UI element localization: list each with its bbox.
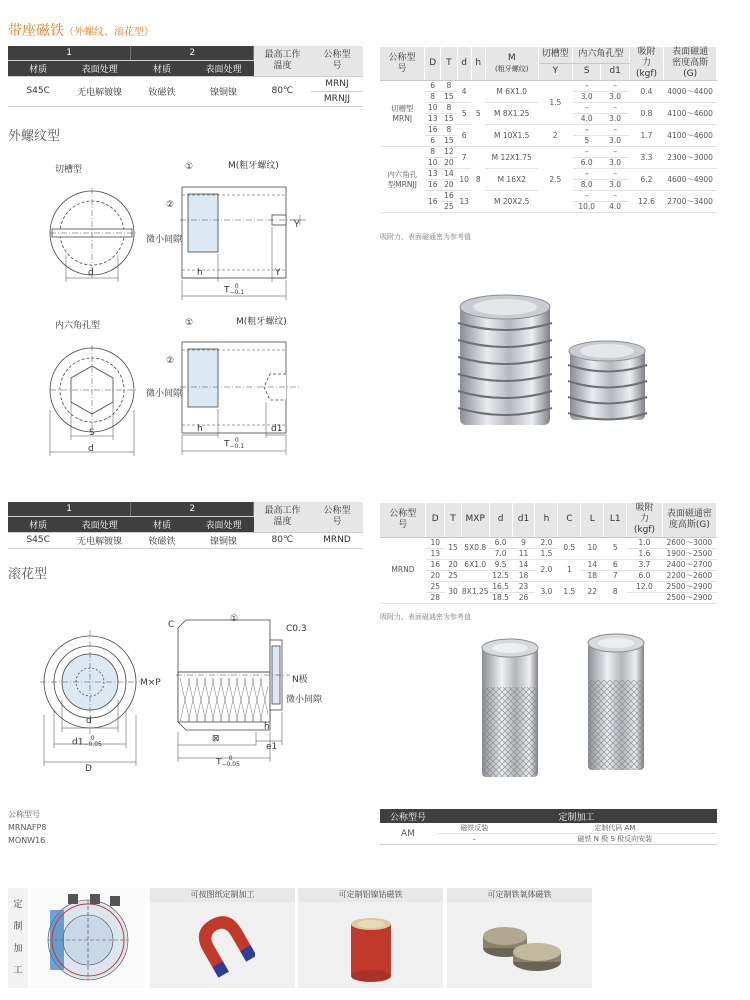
label-callout-1a: ① (185, 162, 194, 172)
group-1-header-b: 1 (8, 502, 131, 516)
rt1-h-T: T (441, 47, 457, 81)
label-y-a: Y (275, 268, 281, 278)
section-title-knurl: 滚花型 (8, 567, 48, 582)
panel-drawing-custom-label: 可按图纸定制加工 (150, 888, 295, 902)
label-t-a: T 0 −0.1 (224, 283, 245, 296)
label-callout-1c: ① (230, 614, 239, 624)
rt1-h-d: d (457, 47, 471, 81)
rt1-note: 吸附力、表面磁通密为参考值 (380, 233, 471, 241)
label-h-b: h (197, 424, 203, 434)
rt2-note: 吸附力、表面磁通密为参考值 (380, 613, 471, 621)
models-list (8, 808, 46, 847)
label-d-c: d (86, 716, 92, 726)
label-c: C (168, 620, 175, 630)
rt1-h-S: S (573, 63, 601, 80)
ferrite-magnet-icon (477, 918, 567, 978)
label-h-a: h (197, 268, 203, 278)
label-m-thread-a: M(粗牙螺纹) (228, 161, 279, 171)
material-table-knurl: 1 2 最高工作温度 公称型号 材质 表面处理 材质 表面处理 S45C 无电解镀镍 钕磁铁 镍铜镍 80℃ MRND (8, 502, 363, 549)
cell-temp: 80℃ (254, 76, 311, 106)
knurl-drawing (0, 600, 370, 780)
label-n-pole: N极 (292, 675, 308, 685)
label-big-d: D (85, 764, 92, 774)
rt1-h-M: M (粗牙螺纹) (485, 47, 538, 81)
rt1-model-a: 切槽型MRNJ (380, 81, 425, 147)
surface-header-2: 表面处理 (193, 60, 253, 76)
spec-table-thread: 公称型号 D T d h M (粗牙螺纹) 切槽型 内六角孔型 吸附力(kgf) 表面磁通密度高斯(G) Y S d1 切槽型MRNJ 6 8 4 5 M 6X1.0 1.5 – – 0.4 4000～4400 8 15 3.0 3.0 10 8 5 M 8X1.25 – – 0.8 4100～4600 13 15 4.0 3.0 16 8 6 M 10X1.5 2 – – 1.7 4100～4600 6 15 5 3.0 内六角孔型MRNJJ 8 12 7 8 M 12X1.75 2.5 – – 3.3 2300～3000 10 20 6.0 3.0 13 14 10 M 16X2 – – 6.2 4600～4900 16 20 8.0 3.0 16 16 13 M 20X2.5 – – 12.6 2700～3400 25 10.0 4.0 (380, 47, 717, 213)
custom-col-processing: 定制加工 (436, 809, 717, 823)
rt1-h-kgf: 吸附力(kgf) (629, 47, 663, 81)
cell-model-a: MRNJ (311, 76, 363, 91)
spec-table-knurl: 公称型号 D T MXP d d1 h C L L1 吸附力(kgf) 表面磁通密度高斯(G) MRND 10 15 5X0.8 6.0 9 2.0 0.5 10 5 1.0 2600～3000 13 7.0 11 1.5 1.6 1900～2500 16 20 6X1.0 9.5 14 2.0 1 14 6 3.7 2400～2700 20 25 12.5 18 18 7 6.0 2200～2600 25 30 8X1.25 16.5 23 3.0 1.5 22 8 12.0 2500～2900 28 18.5 26 2500～2900 (380, 503, 717, 604)
drawing-thumbnail (30, 888, 145, 988)
label-hex-type: 内六角孔型 (55, 321, 101, 331)
label-callout-2a: ② (166, 200, 175, 210)
label-d1-b: d1 (271, 424, 283, 434)
models-list-item: MRNAFP8 (8, 823, 47, 832)
label-h-c: h (264, 722, 270, 732)
rt1-h-D: D (425, 47, 441, 81)
label-slot-type: 切槽型 (55, 165, 83, 175)
custom-col-model: 公称型号 (380, 809, 436, 823)
panel-ferrite-label: 可定制铁氧体磁铁 (447, 888, 592, 902)
page-title-sub: （外螺纹、滚花型） (64, 27, 154, 38)
rt1-h-h: h (471, 47, 485, 81)
group-1-header: 1 (8, 46, 131, 60)
section-title-thread: 外螺纹型 (8, 129, 61, 144)
custom-code: AM (380, 823, 436, 845)
rt1-model-b: 内六角孔型MRNJJ (380, 147, 425, 213)
rt1-h-model: 公称型号 (380, 47, 425, 81)
label-t-b: T 0 −0.1 (224, 437, 245, 450)
rt2-model: MRND (380, 537, 426, 603)
cell-mat2: 钕磁铁 (131, 76, 193, 106)
material-header-b2: 材质 (131, 516, 193, 532)
label-gap-c: 微小间隙 (286, 695, 323, 705)
label-m-thread-b: M(粗牙螺纹) (236, 317, 287, 327)
label-d-a: d (88, 268, 94, 278)
material-header-1: 材质 (8, 60, 68, 76)
rt1-h-slot: 切槽型 (538, 47, 572, 63)
custom-side-label: 定 制 加 工 (8, 888, 28, 988)
rt1-h-d1: d1 (601, 63, 629, 80)
label-mxp: M×P (140, 678, 161, 688)
model-header-b: 公称型号 (311, 502, 363, 532)
models-list-item: MONW16 (8, 836, 46, 845)
rt1-h-gauss: 表面磁通密度高斯(G) (664, 47, 717, 81)
label-d-b: d (88, 444, 94, 454)
label-s-b: S (89, 428, 95, 438)
group-2-header: 2 (131, 46, 254, 60)
surface-header-b2: 表面处理 (193, 516, 253, 532)
label-callout-1b: ① (185, 318, 194, 328)
models-list-label: 公称型号 (8, 810, 40, 819)
label-c03: C0.3 (286, 624, 307, 634)
rt1-h-hex: 内六角孔型 (573, 47, 630, 63)
panel-ferrite (447, 888, 592, 988)
temp-header-b: 最高工作温度 (254, 502, 311, 532)
page-title (8, 20, 154, 40)
material-header-2: 材质 (131, 60, 193, 76)
panel-alnico-label: 可定制铝镍钴磁铁 (298, 888, 443, 902)
threaded-magnet-photo (440, 285, 680, 445)
material-header-b1: 材质 (8, 516, 68, 532)
panel-alnico (298, 888, 443, 988)
material-table-thread (8, 46, 363, 107)
label-d1-c: d1 0 −0.05 (72, 735, 102, 748)
cell-model-b: MRNJJ (311, 91, 363, 106)
custom-processing-table: 公称型号 定制加工 AM 磁铁反装 定制代码 AM – 磁铁 N 极 S 极反向安装 (380, 809, 717, 845)
label-gap-a: 微小间隙 (146, 235, 183, 245)
knurled-magnet-photo (460, 632, 680, 792)
alnico-magnet-icon (346, 912, 396, 982)
label-t-c: T 0 −0.05 (216, 755, 240, 768)
label-e1: e1 (266, 742, 278, 752)
model-header: 公称型号 (311, 46, 363, 76)
label-y-side: Y (294, 220, 300, 230)
cell-mat1: S45C (8, 76, 68, 106)
cell-surf2: 镍铜镍 (193, 76, 253, 106)
label-knurl-sym: ⊠ (212, 734, 220, 744)
label-callout-2b: ② (166, 356, 175, 366)
page-title-main: 带座磁铁 (8, 23, 64, 39)
panel-drawing-custom (150, 888, 295, 988)
group-2-header-b: 2 (131, 502, 254, 516)
surface-header-1: 表面处理 (68, 60, 130, 76)
cell-surf1: 无电解镀镍 (68, 76, 130, 106)
surface-header-b1: 表面处理 (68, 516, 130, 532)
rt1-h-Y: Y (538, 63, 572, 80)
temp-header: 最高工作温度 (254, 46, 311, 76)
label-gap-b: 微小间隙 (146, 389, 183, 399)
horseshoe-magnet-icon (195, 910, 255, 980)
thread-drawing (0, 150, 370, 470)
